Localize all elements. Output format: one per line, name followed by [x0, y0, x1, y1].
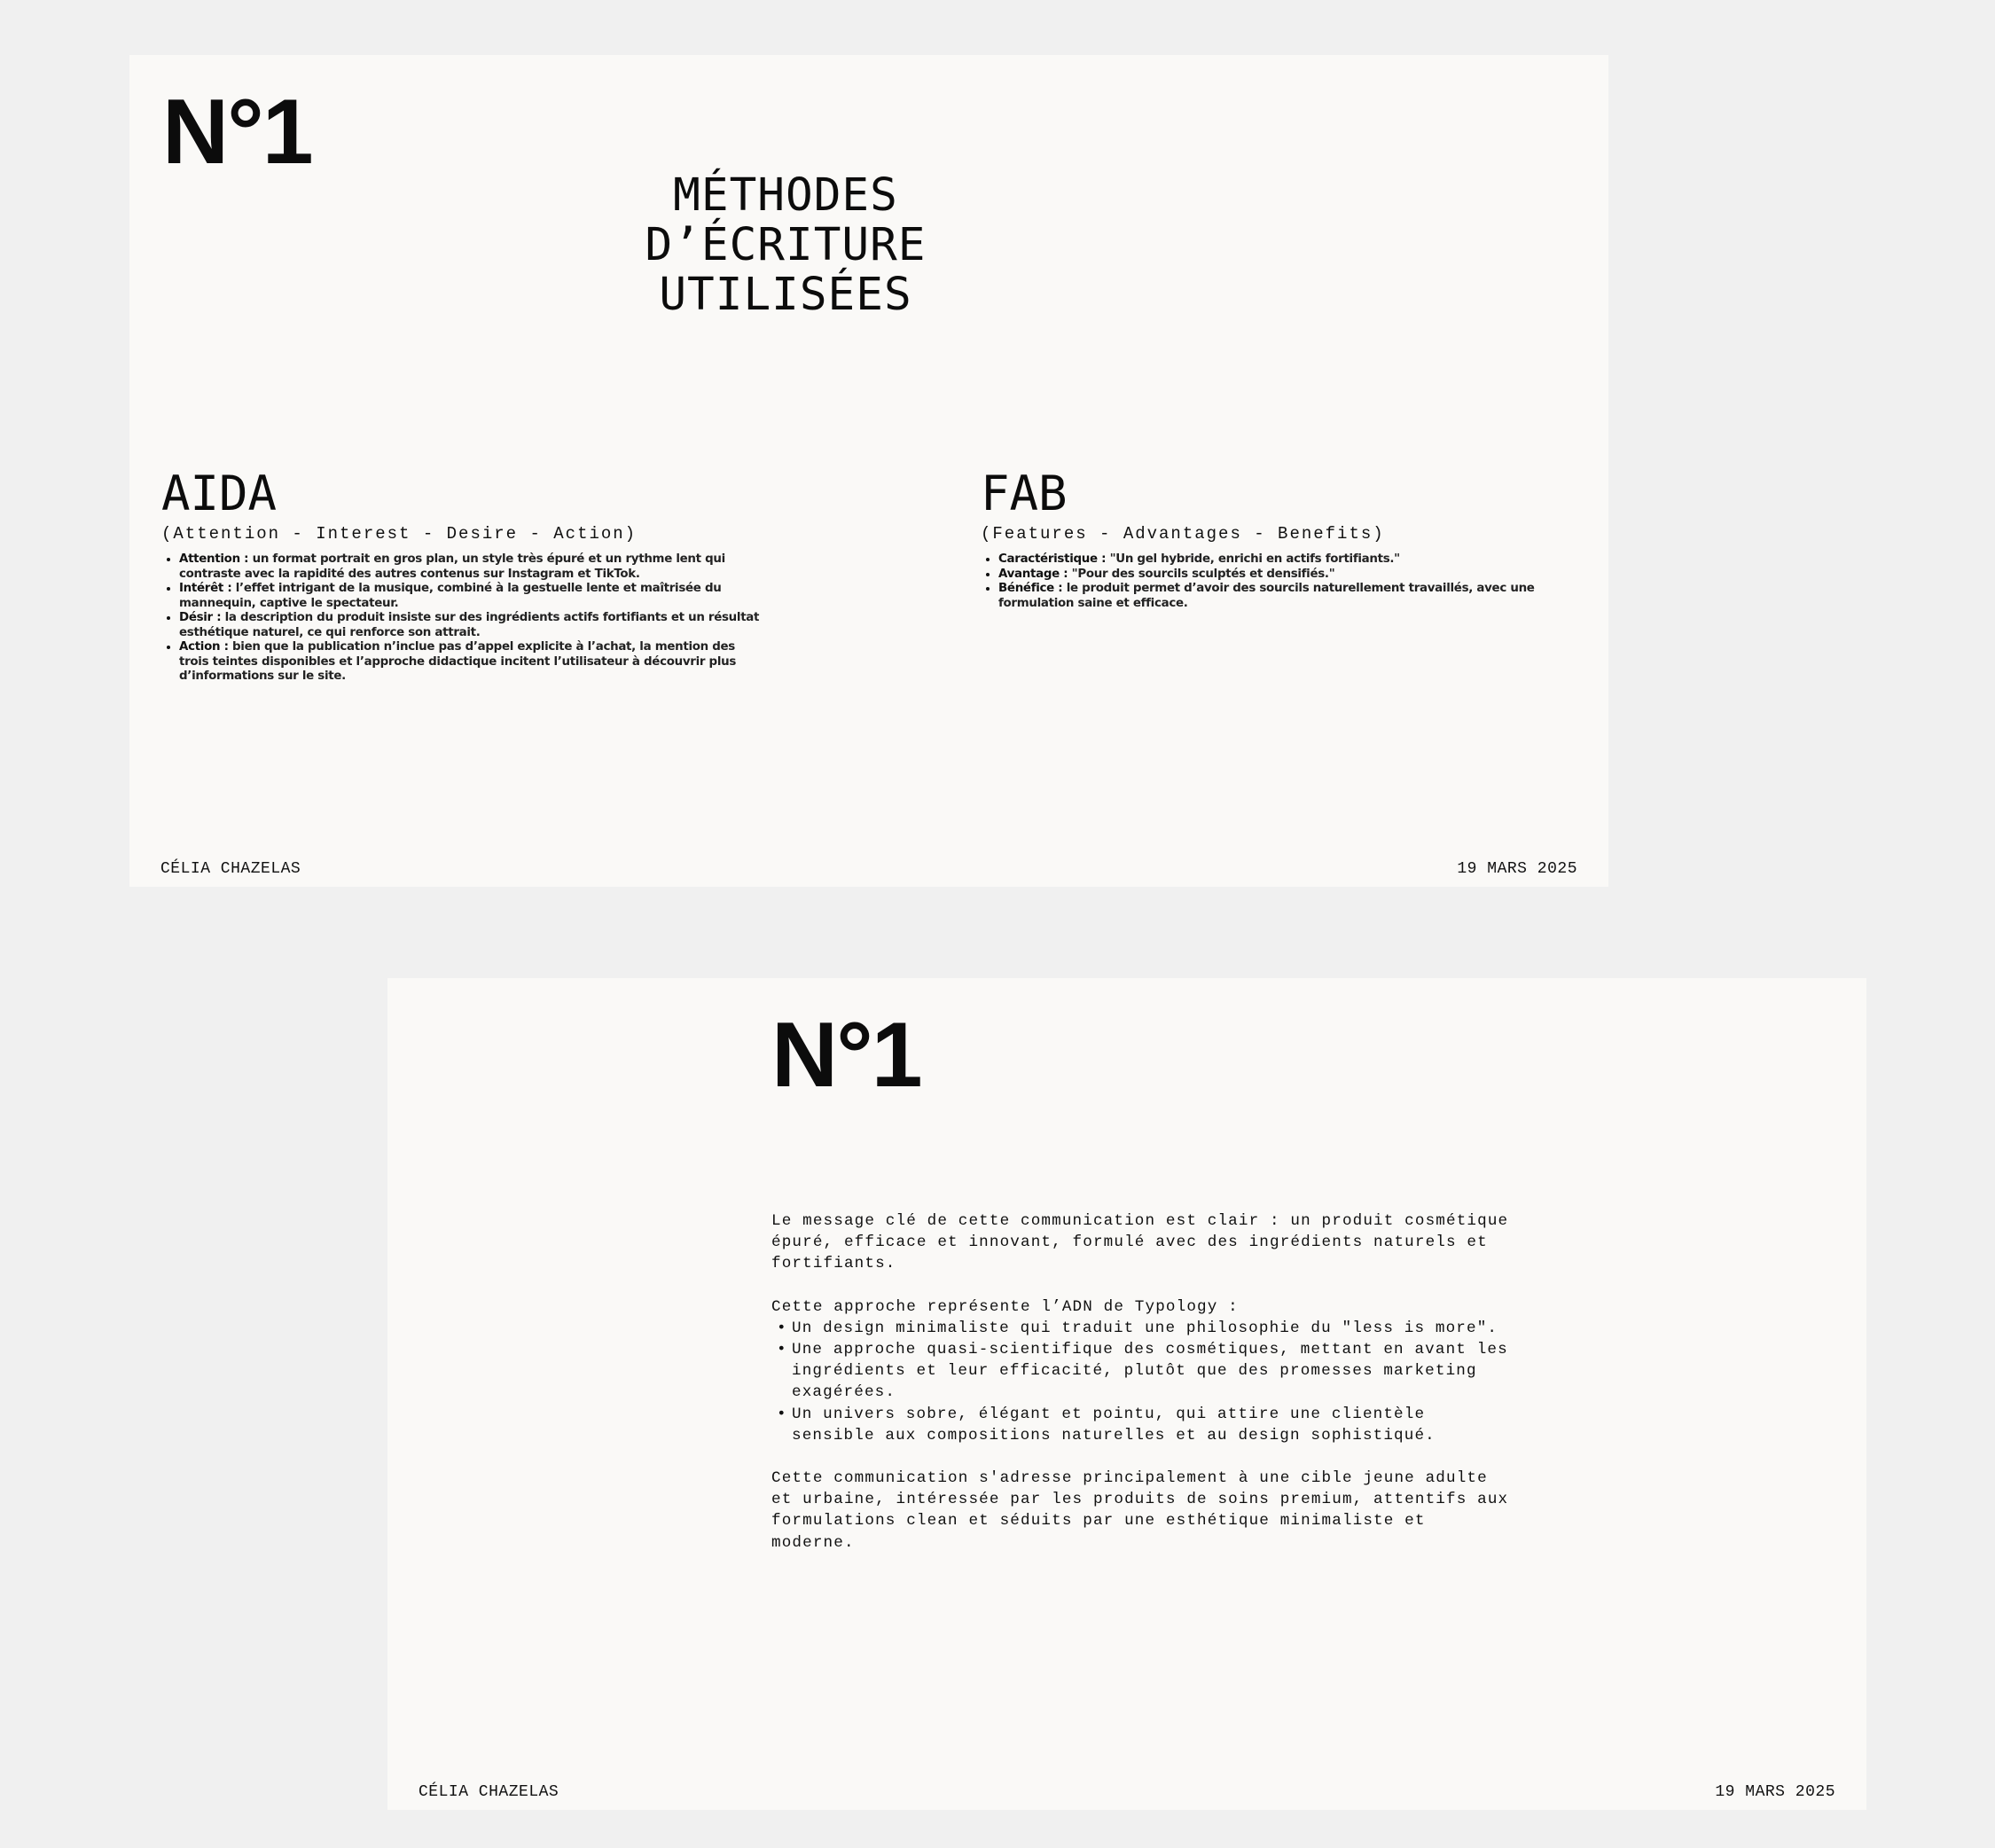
- aida-heading: AIDA: [161, 466, 278, 521]
- aida-list: [161, 552, 764, 685]
- dna-list: [771, 1318, 1516, 1446]
- item-label: Action :: [179, 640, 229, 654]
- author-name: CÉLIA CHAZELAS: [160, 860, 301, 878]
- item-label: Avantage :: [998, 567, 1068, 581]
- aida-section: [161, 467, 764, 685]
- brand-logo: N°1: [771, 1004, 921, 1107]
- fab-subtitle: (Features - Advantages - Benefits): [981, 524, 1385, 544]
- aida-subtitle: (Attention - Interest - Desire - Action): [161, 524, 638, 544]
- slide-title: [528, 171, 1043, 320]
- list-item: [998, 582, 1591, 611]
- message-body: [771, 1210, 1516, 1554]
- list-item: • Un univers sobre, élégant et pointu, qui attire une clientèle sensible aux compositions naturelles et au design sophistiqué.: [792, 1404, 1516, 1446]
- item-label: Bénéfice :: [998, 582, 1063, 595]
- fab-heading: FAB: [981, 466, 1068, 521]
- fab-list: [981, 552, 1591, 611]
- item-text: la description du produit insiste sur des ingrédients actifs fortifiants et un résultat esthétique naturel, ce qui renforce son attrait.: [179, 611, 760, 639]
- slide-title-line-2: UTILISÉES: [659, 269, 912, 321]
- spacer: [771, 1275, 1516, 1296]
- item-text: un format portrait en gros plan, un style très épuré et un rythme lent qui contraste avec la rapidité des autres contenus sur Instagram et TikTok.: [179, 552, 725, 581]
- list-item: [179, 552, 764, 582]
- item-label: Désir :: [179, 611, 222, 624]
- item-text: "Un gel hybride, enrichi en actifs fortifiants.": [1106, 552, 1400, 566]
- slide-date: 19 MARS 2025: [1715, 1783, 1835, 1801]
- item-label: Caractéristique :: [998, 552, 1107, 566]
- slide-date: 19 MARS 2025: [1457, 860, 1577, 878]
- list-item: [179, 640, 764, 685]
- list-item: [998, 552, 1591, 568]
- item-text: l’effet intrigant de la musique, combiné à la gestuelle lente et maîtrisée du mannequin, captive le spectateur.: [179, 582, 722, 610]
- slide-title-line-1: MÉTHODES D’ÉCRITURE: [645, 169, 927, 271]
- item-label: Attention :: [179, 552, 249, 566]
- list-item: [998, 568, 1591, 583]
- list-item: [179, 611, 764, 640]
- item-text: bien que la publication n’inclue pas d’appel explicite à l’achat, la mention des trois teintes disponibles et l’approche didactique incitent l’utilisateur à découvrir plus d’informations sur le site.: [179, 640, 737, 683]
- item-label: Intérêt :: [179, 582, 232, 595]
- slide-message: [387, 978, 1866, 1810]
- paragraph-intro: Cette approche représente l’ADN de Typology :: [771, 1297, 1239, 1316]
- item-text: le produit permet d’avoir des sourcils naturellement travaillés, avec une formulation saine et efficace.: [998, 582, 1535, 610]
- list-item: [179, 582, 764, 611]
- item-text: "Pour des sourcils sculptés et densifiés.": [1068, 567, 1335, 581]
- fab-section: [981, 467, 1584, 611]
- paragraph-target: Cette communication s'adresse principalement à une cible jeune adulte et urbaine, intéressée par les produits de soins premium, attentifs aux formulations clean et séduits par une esthétique minimaliste et moderne.: [771, 1469, 1509, 1552]
- list-item: • Une approche quasi-scientifique des cosmétiques, mettant en avant les ingrédients et leur efficacité, plutôt que des promesses marketing exagérées.: [792, 1339, 1516, 1404]
- slide-methodes: [129, 55, 1608, 887]
- brand-logo: N°1: [162, 81, 312, 184]
- paragraph-key-message: Le message clé de cette communication est clair : un produit cosmétique épuré, efficace et innovant, formulé avec des ingrédients naturels et fortifiants.: [771, 1212, 1509, 1273]
- spacer: [771, 1446, 1516, 1468]
- author-name: CÉLIA CHAZELAS: [419, 1783, 559, 1801]
- list-item: • Un design minimaliste qui traduit une philosophie du "less is more".: [792, 1318, 1516, 1339]
